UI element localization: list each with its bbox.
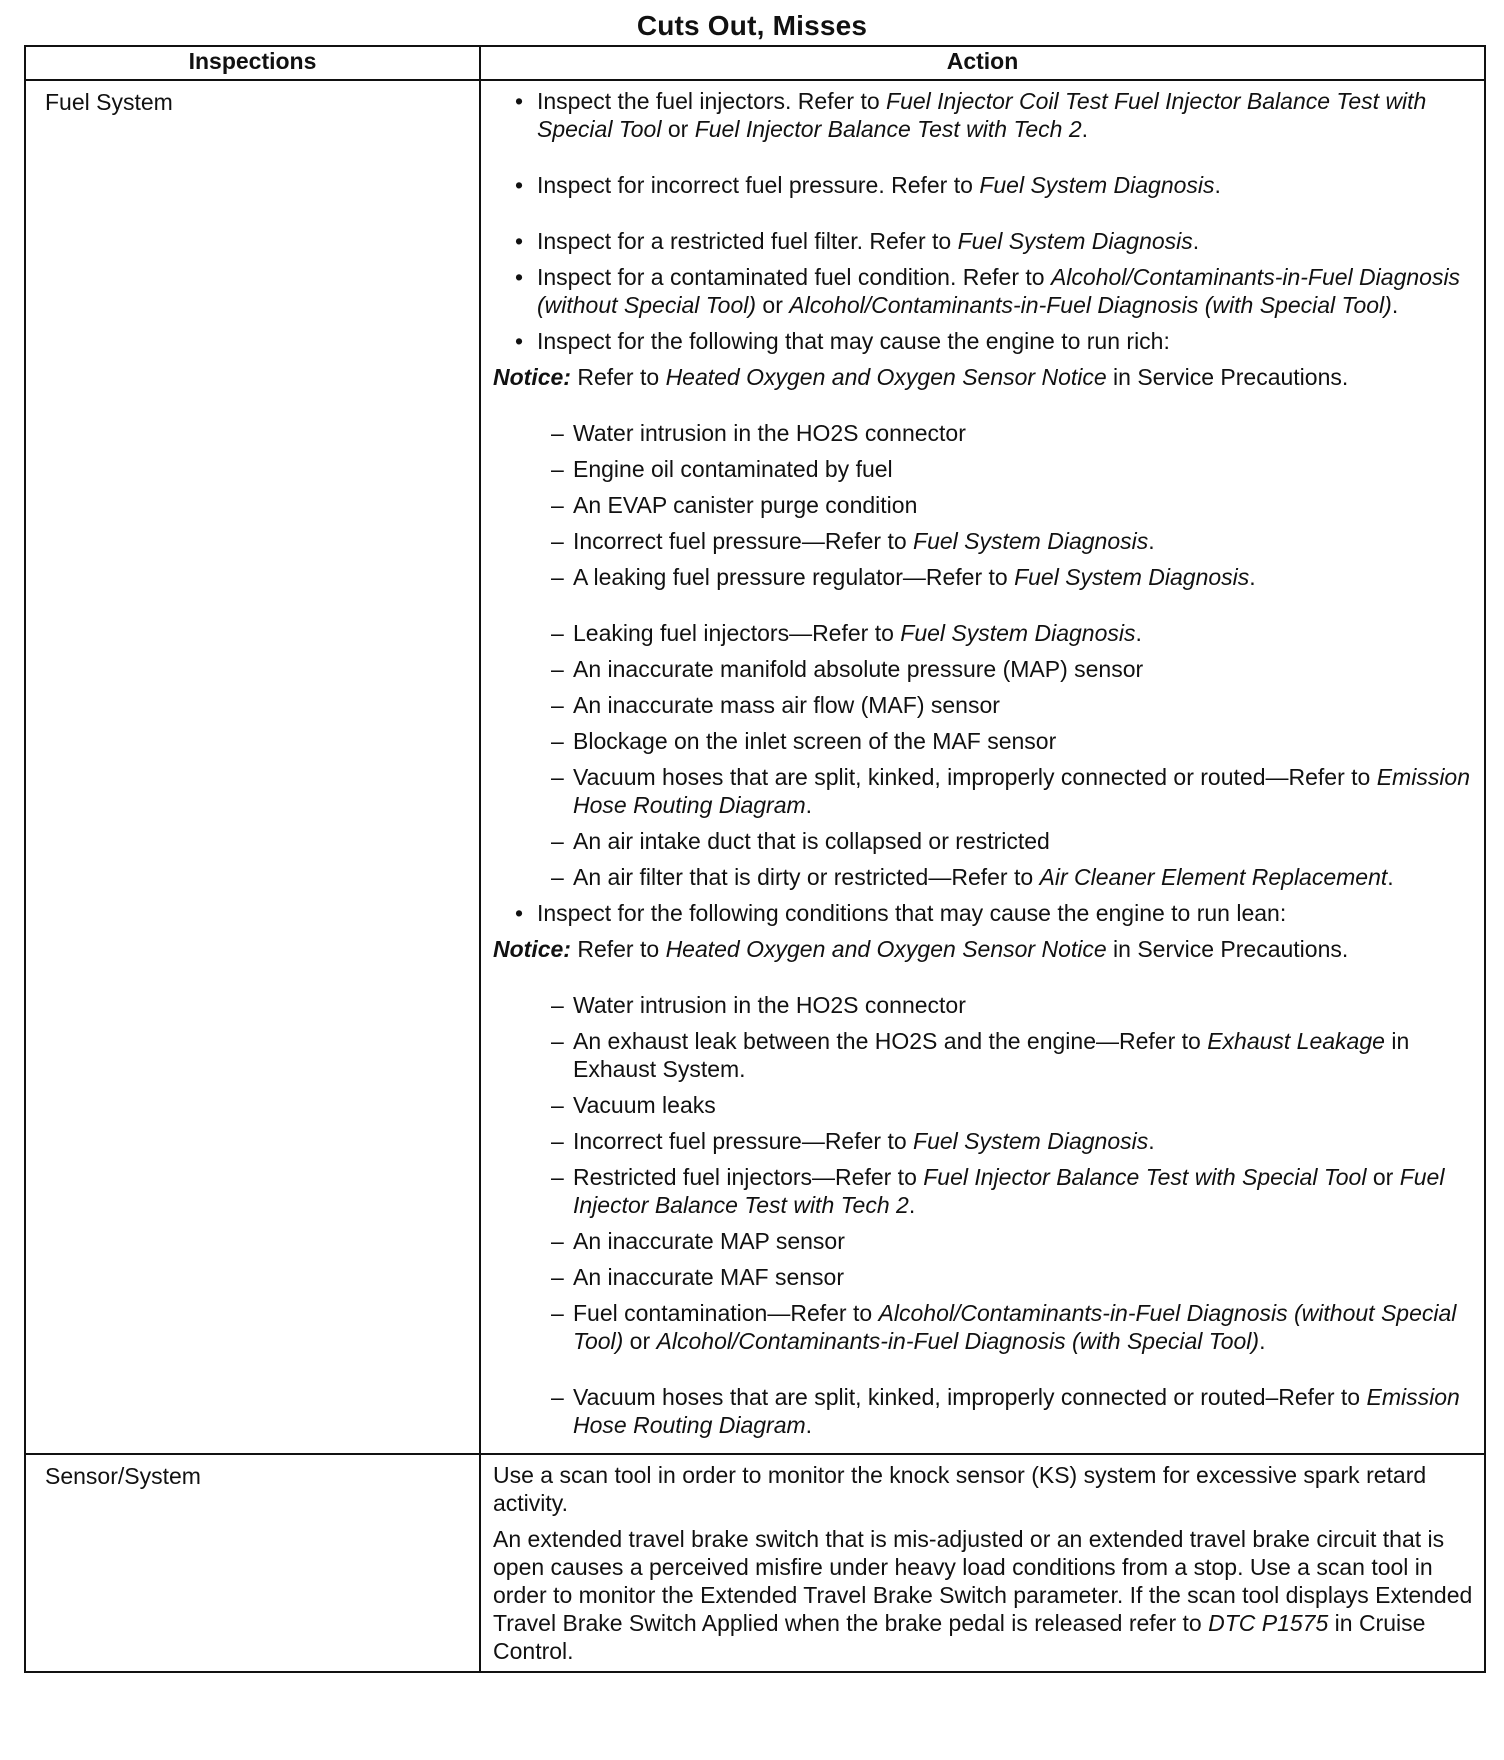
reference-link[interactable]: Fuel System Diagnosis	[979, 172, 1215, 198]
notice: Notice: Refer to Heated Oxygen and Oxygen Sensor Notice in Service Precautions.	[493, 936, 1349, 962]
reference-link[interactable]: Fuel Injector Balance Test with Tech 2	[694, 116, 1082, 142]
dash-item: – Vacuum leaks	[493, 1091, 1476, 1119]
header-row	[25, 46, 1485, 80]
reference-link[interactable]: Alcohol/Contaminants-in-Fuel Diagnosis (with Special Tool)	[789, 292, 1392, 318]
inspection-fuel-system: Fuel System	[25, 80, 480, 1454]
inspection-sensor-system: Sensor/System	[25, 1454, 480, 1672]
reference-link[interactable]: Fuel Injector Balance Test with Special Tool	[923, 1164, 1367, 1190]
reference-link[interactable]: Fuel System Diagnosis	[900, 620, 1136, 646]
dash-item: – An EVAP canister purge condition	[493, 491, 1476, 519]
diagnostic-table	[24, 45, 1486, 1673]
dash-item: – Fuel contamination—Refer to Alcohol/Contaminants-in-Fuel Diagnosis (without Special Tool) or Alcohol/Contaminants-in-Fuel Diagnosis (with Special Tool).	[493, 1299, 1476, 1355]
bullet-item: • Inspect for incorrect fuel pressure. Refer to Fuel System Diagnosis.	[493, 171, 1476, 199]
action-cell-fuel-system	[480, 80, 1485, 1454]
dash-item: – Engine oil contaminated by fuel	[493, 455, 1476, 483]
reference-link[interactable]: Air Cleaner Element Replacement	[1039, 864, 1388, 890]
reference-link[interactable]: Fuel Injector Coil Test Fuel Injector Balance Test with Special Tool	[537, 88, 1427, 142]
header-action: Action	[480, 46, 1485, 80]
reference-link[interactable]: Fuel System Diagnosis	[957, 228, 1193, 254]
paragraph: An extended travel brake switch that is mis-adjusted or an extended travel brake circuit that is open causes a perceived misfire under heavy load conditions from a stop. Use a scan tool in order to monitor the Extended Travel Brake Switch parameter. If the scan tool displays Extended Travel Brake Switch Applied when the brake pedal is released refer to DTC P1575 in Cruise Control.	[493, 1526, 1473, 1664]
reference-link[interactable]: Fuel System Diagnosis	[913, 1128, 1149, 1154]
dash-item: – Incorrect fuel pressure—Refer to Fuel System Diagnosis.	[493, 1127, 1476, 1155]
bullet-item: • Inspect for a contaminated fuel condition. Refer to Alcohol/Contaminants-in-Fuel Diagnosis (without Special Tool) or Alcohol/Contaminants-in-Fuel Diagnosis (with Special Tool).	[493, 263, 1476, 319]
reference-link[interactable]: Heated Oxygen and Oxygen Sensor Notice	[665, 364, 1107, 390]
reference-link[interactable]: Fuel System Diagnosis	[1014, 564, 1250, 590]
reference-link[interactable]: Alcohol/Contaminants-in-Fuel Diagnosis (without Special Tool)	[537, 264, 1461, 318]
dash-item: – Blockage on the inlet screen of the MAF sensor	[493, 727, 1476, 755]
dash-item: – An air intake duct that is collapsed or restricted	[493, 827, 1476, 855]
dash-item: – Water intrusion in the HO2S connector	[493, 991, 1476, 1019]
table-row	[25, 80, 1485, 1454]
paragraph: Use a scan tool in order to monitor the knock sensor (KS) system for excessive spark retard activity.	[493, 1462, 1427, 1516]
dash-item: – An exhaust leak between the HO2S and the engine—Refer to Exhaust Leakage in Exhaust System.	[493, 1027, 1476, 1083]
reference-link[interactable]: Fuel Injector Balance Test with Tech 2	[573, 1164, 1445, 1218]
reference-link[interactable]: Alcohol/Contaminants-in-Fuel Diagnosis (without Special Tool)	[573, 1300, 1457, 1354]
notice-label: Notice:	[493, 936, 571, 962]
reference-link[interactable]: Heated Oxygen and Oxygen Sensor Notice	[665, 936, 1107, 962]
bullet-item: • Inspect the fuel injectors. Refer to Fuel Injector Coil Test Fuel Injector Balance Test with Special Tool or Fuel Injector Balance Test with Tech 2.	[493, 87, 1476, 143]
reference-link[interactable]: Alcohol/Contaminants-in-Fuel Diagnosis (with Special Tool)	[656, 1328, 1260, 1354]
dash-item: – An inaccurate MAF sensor	[493, 1263, 1476, 1291]
page-title: Cuts Out, Misses	[636, 10, 868, 41]
dash-item: – A leaking fuel pressure regulator—Refer to Fuel System Diagnosis.	[493, 563, 1476, 591]
dash-item: – Vacuum hoses that are split, kinked, improperly connected or routed–Refer to Emission Hose Routing Diagram.	[493, 1383, 1476, 1439]
dash-item: – Incorrect fuel pressure—Refer to Fuel System Diagnosis.	[493, 527, 1476, 555]
reference-link[interactable]: DTC P1575	[1208, 1610, 1329, 1636]
notice: Notice: Refer to Heated Oxygen and Oxygen Sensor Notice in Service Precautions.	[493, 364, 1349, 390]
bullet-item: • Inspect for a restricted fuel filter. Refer to Fuel System Diagnosis.	[493, 227, 1476, 255]
reference-link[interactable]: Fuel System Diagnosis	[913, 528, 1149, 554]
dash-item: – An inaccurate mass air flow (MAF) sensor	[493, 691, 1476, 719]
dash-item: – Vacuum hoses that are split, kinked, improperly connected or routed—Refer to Emission Hose Routing Diagram.	[493, 763, 1476, 819]
bullet-item: • Inspect for the following conditions that may cause the engine to run lean:	[493, 899, 1476, 927]
notice-label: Notice:	[493, 364, 571, 390]
dash-item: – Leaking fuel injectors—Refer to Fuel System Diagnosis.	[493, 619, 1476, 647]
dash-item: – An inaccurate manifold absolute pressure (MAP) sensor	[493, 655, 1476, 683]
reference-link[interactable]: Emission Hose Routing Diagram	[573, 1384, 1460, 1438]
action-cell-sensor-system	[480, 1454, 1485, 1672]
dash-item: – Restricted fuel injectors—Refer to Fuel Injector Balance Test with Special Tool or Fuel Injector Balance Test with Tech 2.	[493, 1163, 1476, 1219]
reference-link[interactable]: Emission Hose Routing Diagram	[573, 764, 1471, 818]
header-inspections: Inspections	[25, 46, 480, 80]
table-row	[25, 1454, 1485, 1672]
bullet-item: • Inspect for the following that may cause the engine to run rich:	[493, 327, 1476, 355]
dash-item: – An inaccurate MAP sensor	[493, 1227, 1476, 1255]
reference-link[interactable]: Exhaust Leakage	[1207, 1028, 1385, 1054]
dash-item: – An air filter that is dirty or restricted—Refer to Air Cleaner Element Replacement.	[493, 863, 1476, 891]
dash-item: – Water intrusion in the HO2S connector	[493, 419, 1476, 447]
